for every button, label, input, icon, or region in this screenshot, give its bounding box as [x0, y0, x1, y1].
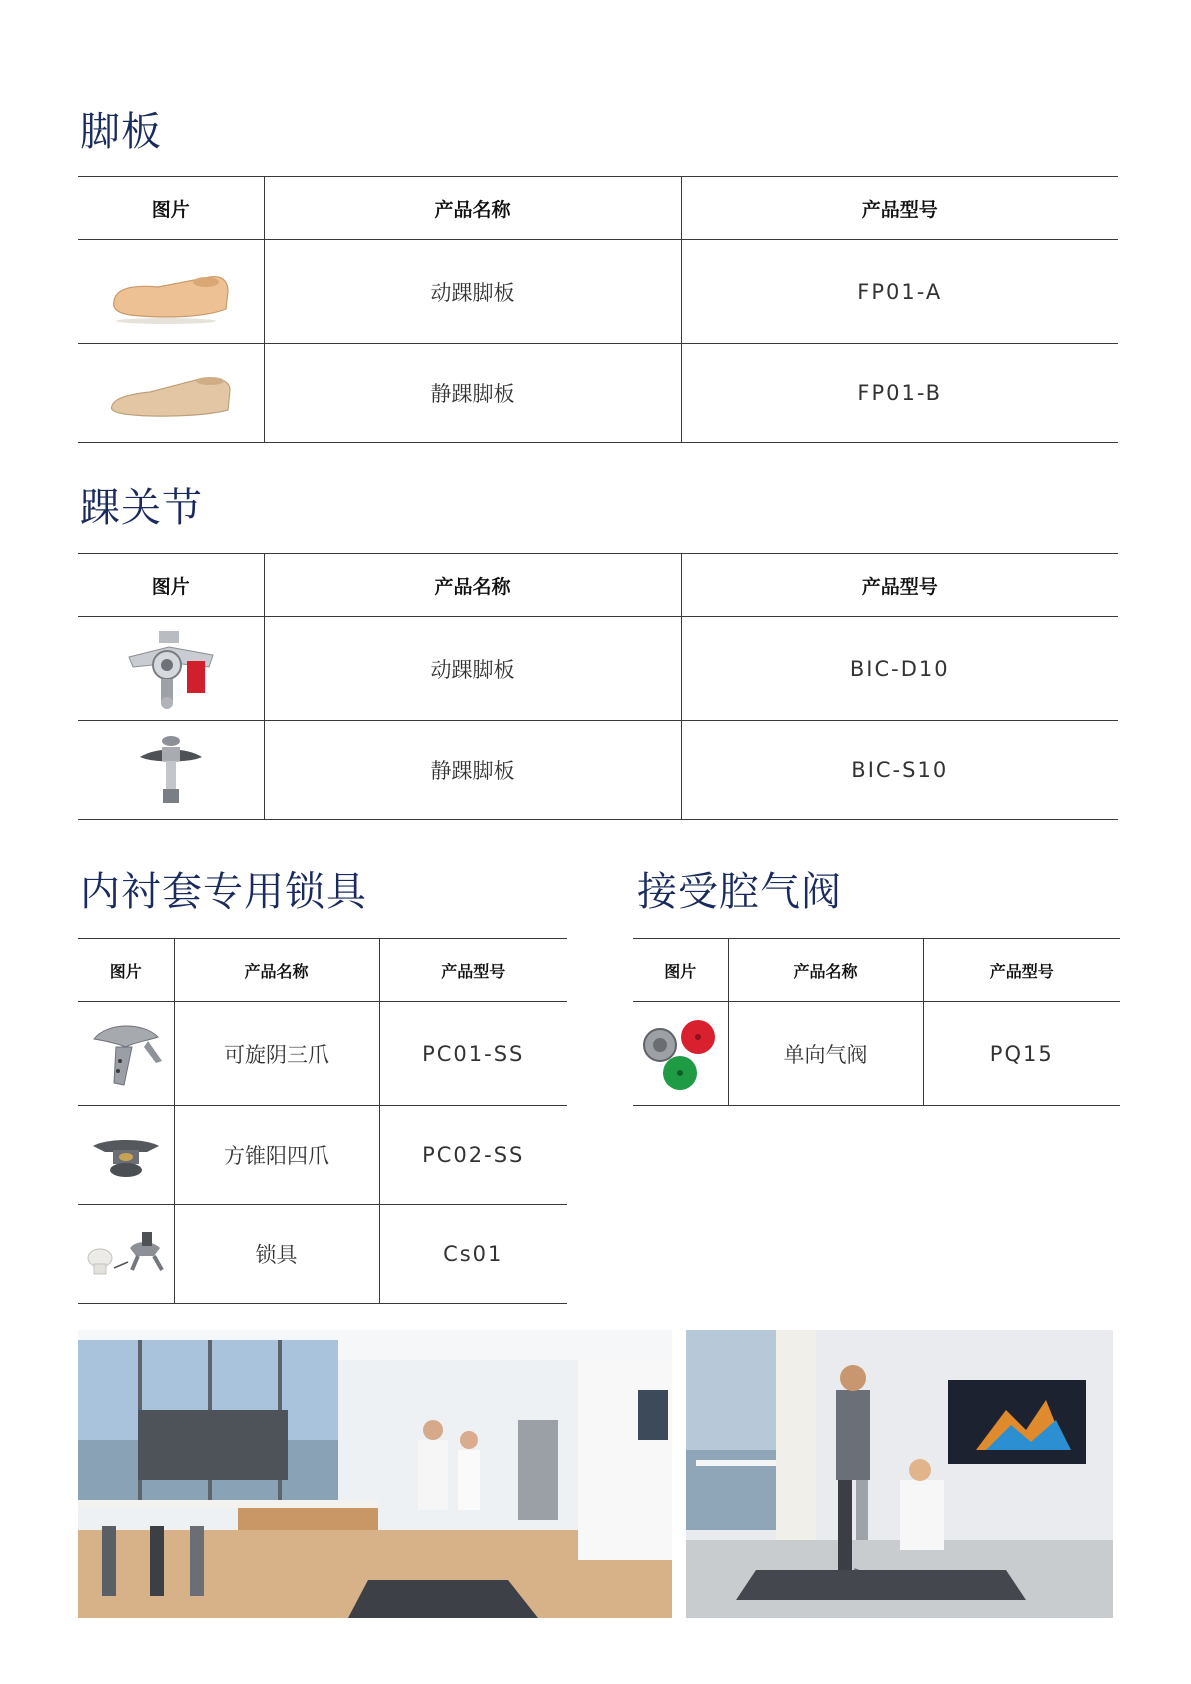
product-model: BIC-S10 [681, 721, 1118, 820]
static-foot-plate-image [106, 360, 236, 426]
product-name: 锁具 [174, 1205, 379, 1304]
header-product-model: 产品型号 [681, 177, 1118, 240]
product-model: FP01-A [681, 240, 1118, 344]
product-name: 动踝脚板 [264, 240, 681, 344]
table-header-row [78, 554, 1118, 617]
dynamic-foot-plate-image [106, 257, 236, 327]
header-product-model: 产品型号 [681, 554, 1118, 617]
table-row [633, 1002, 1120, 1106]
product-model: PC01-SS [379, 1002, 567, 1106]
gait-analysis-photo [686, 1330, 1113, 1618]
table-row [78, 1205, 567, 1304]
table-header-row [78, 939, 567, 1002]
product-image-cell [78, 1106, 174, 1205]
four-claw-pyramid-image [89, 1130, 163, 1180]
header-image: 图片 [78, 177, 264, 240]
foot-plates-table [78, 176, 1118, 443]
header-product-model: 产品型号 [379, 939, 567, 1002]
table-header-row [633, 939, 1120, 1002]
section-title-foot-plates: 脚板 [80, 109, 162, 155]
product-name: 动踝脚板 [264, 617, 681, 721]
suction-valve-table [633, 938, 1120, 1106]
product-name: 单向气阀 [728, 1002, 923, 1106]
header-image: 图片 [78, 554, 264, 617]
product-name: 静踝脚板 [264, 721, 681, 820]
rehab-clinic-illustration [78, 1330, 672, 1618]
header-product-name: 产品名称 [174, 939, 379, 1002]
header-product-name: 产品名称 [264, 177, 681, 240]
dynamic-ankle-joint-image [123, 627, 219, 711]
one-way-valve-image [640, 1015, 720, 1093]
liner-locks-table [78, 938, 567, 1304]
product-image-cell [78, 721, 264, 820]
product-model: BIC-D10 [681, 617, 1118, 721]
product-model: FP01-B [681, 344, 1118, 443]
rehab-clinic-photo [78, 1330, 672, 1618]
table-row [78, 344, 1118, 443]
table-row [78, 721, 1118, 820]
section-title-liner-locks: 内衬套专用锁具 [80, 869, 367, 915]
product-name: 可旋阴三爪 [174, 1002, 379, 1106]
section-title-ankle-joints: 踝关节 [80, 485, 203, 531]
ankle-joints-table [78, 553, 1118, 820]
product-image-cell [78, 1002, 174, 1106]
section-title-suction-valve: 接受腔气阀 [637, 869, 842, 915]
header-image: 图片 [633, 939, 728, 1002]
table-row [78, 1002, 567, 1106]
product-model: PQ15 [923, 1002, 1120, 1106]
gait-analysis-illustration [686, 1330, 1113, 1618]
table-row [78, 1106, 567, 1205]
product-image-cell [78, 1205, 174, 1304]
lock-set-image [84, 1226, 168, 1282]
table-row [78, 240, 1118, 344]
product-image-cell [633, 1002, 728, 1106]
header-product-name: 产品名称 [728, 939, 923, 1002]
product-name: 静踝脚板 [264, 344, 681, 443]
product-name: 方锥阳四爪 [174, 1106, 379, 1205]
product-image-cell [78, 240, 264, 344]
header-product-name: 产品名称 [264, 554, 681, 617]
product-image-cell [78, 617, 264, 721]
product-image-cell [78, 344, 264, 443]
three-claw-adapter-image [86, 1017, 166, 1091]
product-model: Cs01 [379, 1205, 567, 1304]
static-ankle-joint-image [136, 733, 206, 807]
header-product-model: 产品型号 [923, 939, 1120, 1002]
header-image: 图片 [78, 939, 174, 1002]
table-row [78, 617, 1118, 721]
product-model: PC02-SS [379, 1106, 567, 1205]
table-header-row [78, 177, 1118, 240]
